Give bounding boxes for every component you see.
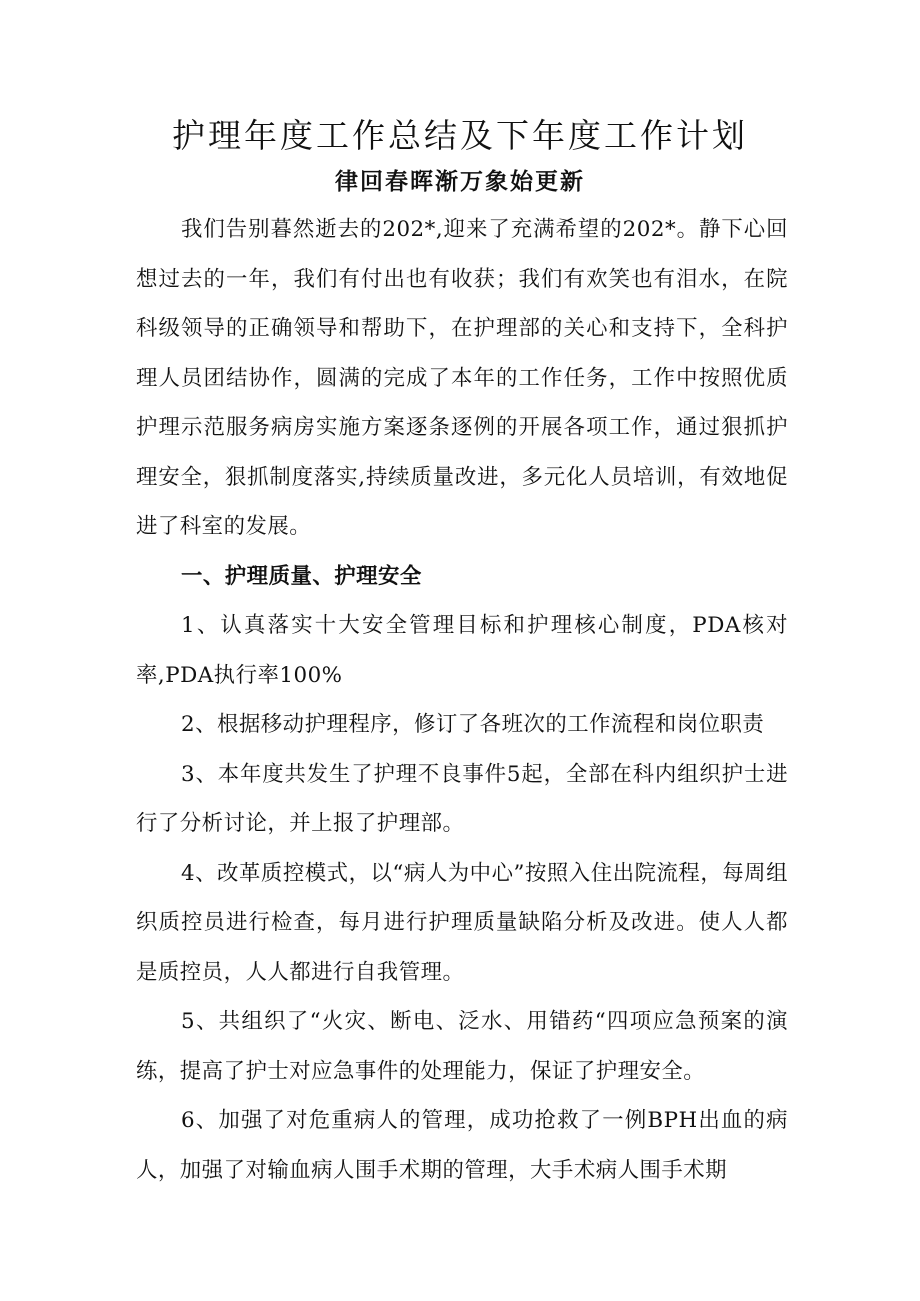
intro-paragraph: 我们告别暮然逝去的202*,迎来了充满希望的202*。静下心回想过去的一年，我们有付出也有收获；我们有欢笑也有泪水，在院科级领导的正确领导和帮助下，在护理部的关心和支持下，全科护理人员团结协作，圆满的完成了本年的工作任务，工作中按照优质护理示范服务病房实施方案逐条逐例的开展各项工作，通过狠抓护理安全，狠抓制度落实,持续质量改进，多元化人员培训，有效地促进了科室的发展。 xyxy=(136,217,788,539)
list-item: 1、认真落实十大安全管理目标和护理核心制度，PDA核对率,PDA执行率100% xyxy=(136,613,788,688)
list-item: 6、加强了对危重病人的管理，成功抢救了一例BPH出血的病人，加强了对输血病人围手术期的管理，大手术病人围手术期 xyxy=(136,1108,788,1183)
list-item: 5、共组织了“火灾、断电、泛水、用错药“四项应急预案的演练，提高了护士对应急事件的处理能力，保证了护理安全。 xyxy=(136,1009,788,1084)
document-title: 护理年度工作总结及下年度工作计划 xyxy=(172,116,748,155)
document-body xyxy=(136,205,788,1195)
list-item: 2、根据移动护理程序，修订了各班次的工作流程和岗位职责 xyxy=(181,712,765,737)
list-item: 3、本年度共发生了护理不良事件5起，全部在科内组织护士进行了分析讨论，并上报了护理部。 xyxy=(136,761,788,836)
list-item: 4、改革质控模式，以“病人为中心”按照入住出院流程，每周组织质控员进行检查，每月进行护理质量缺陷分析及改进。使人人都是质控员，人人都进行自我管理。 xyxy=(136,860,788,985)
document-subtitle: 律回春晖渐万象始更新 xyxy=(335,168,585,195)
section-heading: 一、护理质量、护理安全 xyxy=(181,563,422,589)
